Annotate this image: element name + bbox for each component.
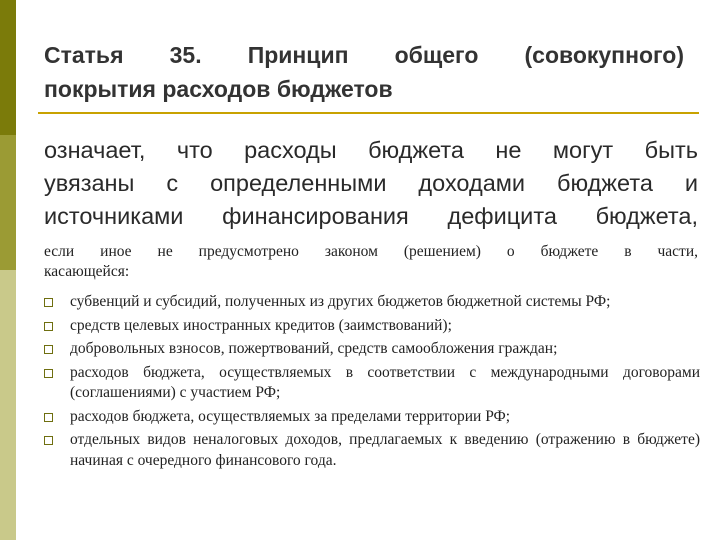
- accent-bar-segment-dark: [0, 0, 16, 135]
- hollow-square-bullet-icon: [44, 413, 53, 422]
- list-item: [44, 363, 700, 404]
- hollow-square-bullet-icon: [44, 436, 53, 445]
- hollow-square-bullet-icon: [44, 345, 53, 354]
- list-item-text: субвенций и субсидий, полученных из других бюджетов бюджетной системы РФ;: [70, 293, 611, 310]
- slide-title: [44, 38, 684, 106]
- lead-line: означает, что расходы бюджета не могут быть: [44, 137, 698, 163]
- accent-bar-segment-mid: [0, 135, 16, 270]
- exceptions-list: [44, 292, 700, 474]
- left-accent-bar: [0, 0, 16, 540]
- slide-title-line-1: Статья 35. Принцип общего (совокупного): [44, 42, 684, 68]
- list-item-text: отдельных видов неналоговых доходов, предлагаемых к введению (отражению в бюджете) начиная с очередного финансового года.: [70, 431, 700, 469]
- hollow-square-bullet-icon: [44, 322, 53, 331]
- lead-line: увязаны с определенными доходами бюджета и: [44, 170, 698, 196]
- lead-line: источниками финансирования дефицита бюджета,: [44, 203, 698, 229]
- list-item-text: расходов бюджета, осуществляемых в соответствии с международными договорами (соглашениями) с участием РФ;: [70, 363, 700, 401]
- list-item: [44, 292, 700, 313]
- slide-title-line-2: покрытия расходов бюджетов: [44, 76, 393, 102]
- list-item-text: средств целевых иностранных кредитов (заимствований);: [70, 316, 452, 334]
- intro-line-1: если иное не предусмотрено законом (решением) о бюджете в части,: [44, 243, 698, 260]
- list-item-text: расходов бюджета, осуществляемых за пределами территории РФ;: [70, 407, 511, 425]
- intro-paragraph: [44, 242, 698, 282]
- hollow-square-bullet-icon: [44, 369, 53, 378]
- hollow-square-bullet-icon: [44, 298, 53, 307]
- list-item: [44, 430, 700, 471]
- list-item-text: добровольных взносов, пожертвований, средств самообложения граждан;: [70, 340, 558, 357]
- list-item: [44, 407, 700, 428]
- list-item: [44, 316, 700, 337]
- title-divider: [38, 112, 699, 114]
- accent-bar-segment-light: [0, 270, 16, 540]
- intro-line-2: касающейся:: [44, 263, 130, 280]
- list-item: [44, 339, 700, 360]
- lead-paragraph: [44, 134, 698, 233]
